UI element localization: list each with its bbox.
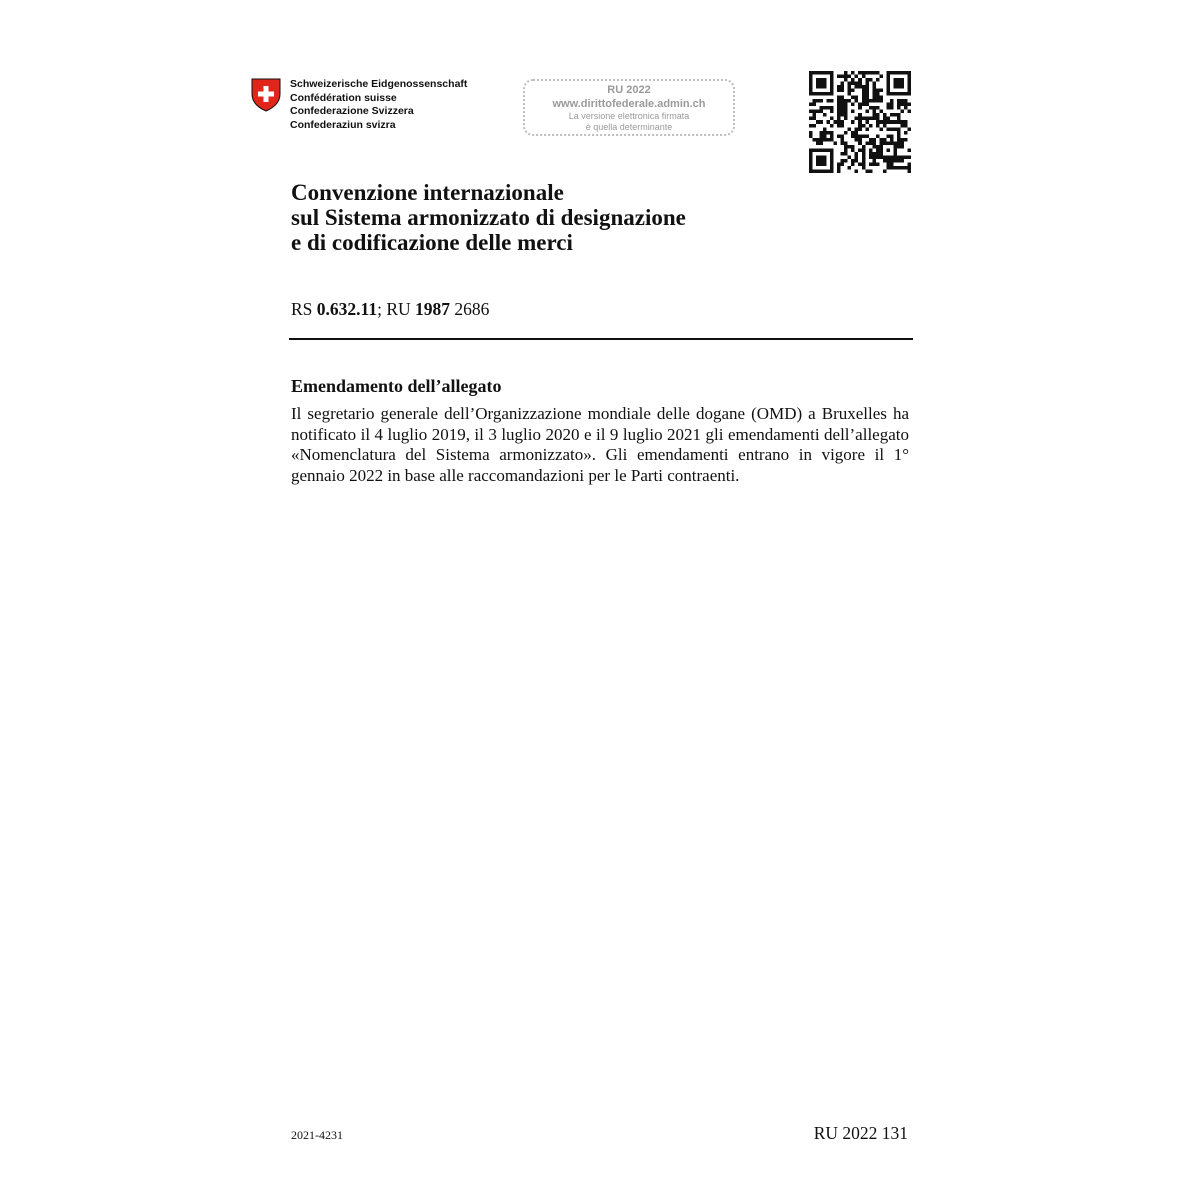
name-romansh: Confederaziun svizra <box>290 118 396 131</box>
ru-page: 2686 <box>454 299 490 319</box>
section-body: Il segretario generale dell’Organizzazione mondiale delle dogane (OMD) a Bruxelles ha notificato il 4 luglio 2019, il 3 luglio 2020 e il 9 luglio 2021 gli emendamenti dell’allegato «Nomenclatura del Sistema armonizzato». Gli emendamenti entrano in vigore il 1° gennaio 2022 in base alle raccomandazioni per le Parti contraenti. <box>291 404 909 485</box>
confederation-logo <box>251 78 467 132</box>
footer-doc-number: 2021-4231 <box>291 1128 343 1142</box>
section-heading: Emendamento dell’allegato <box>291 376 502 396</box>
qr-code-icon <box>809 71 911 173</box>
ru-label: RU <box>386 299 411 319</box>
rs-number: 0.632.11 <box>316 299 378 319</box>
title-line-3: e di codificazione delle merci <box>291 230 573 255</box>
ref-separator: ; <box>377 299 382 319</box>
confederation-names <box>290 78 467 132</box>
name-german: Schweizerische Eidgenossenschaft <box>290 78 468 90</box>
stamp-url: www.dirittofederale.admin.ch <box>552 98 706 110</box>
footer-ru-reference: RU 2022 131 <box>813 1123 908 1143</box>
name-italian: Confederazione Svizzera <box>290 105 414 117</box>
ru-year: 1987 <box>415 299 451 319</box>
rs-label: RS <box>291 299 313 319</box>
horizontal-rule <box>289 338 913 340</box>
reference-line <box>291 298 489 320</box>
swiss-cross-shield-icon <box>251 78 281 112</box>
name-french: Confédération suisse <box>290 91 397 104</box>
stamp-ru: RU 2022 <box>607 84 651 96</box>
electronic-signature-stamp <box>523 79 735 136</box>
stamp-note-2: è quella determinante <box>585 122 673 132</box>
document-title <box>291 180 686 255</box>
stamp-note-1: La versione elettronica firmata <box>568 111 690 121</box>
title-line-1: Convenzione internazionale <box>291 180 564 205</box>
title-line-2: sul Sistema armonizzato di designazione <box>291 205 686 230</box>
